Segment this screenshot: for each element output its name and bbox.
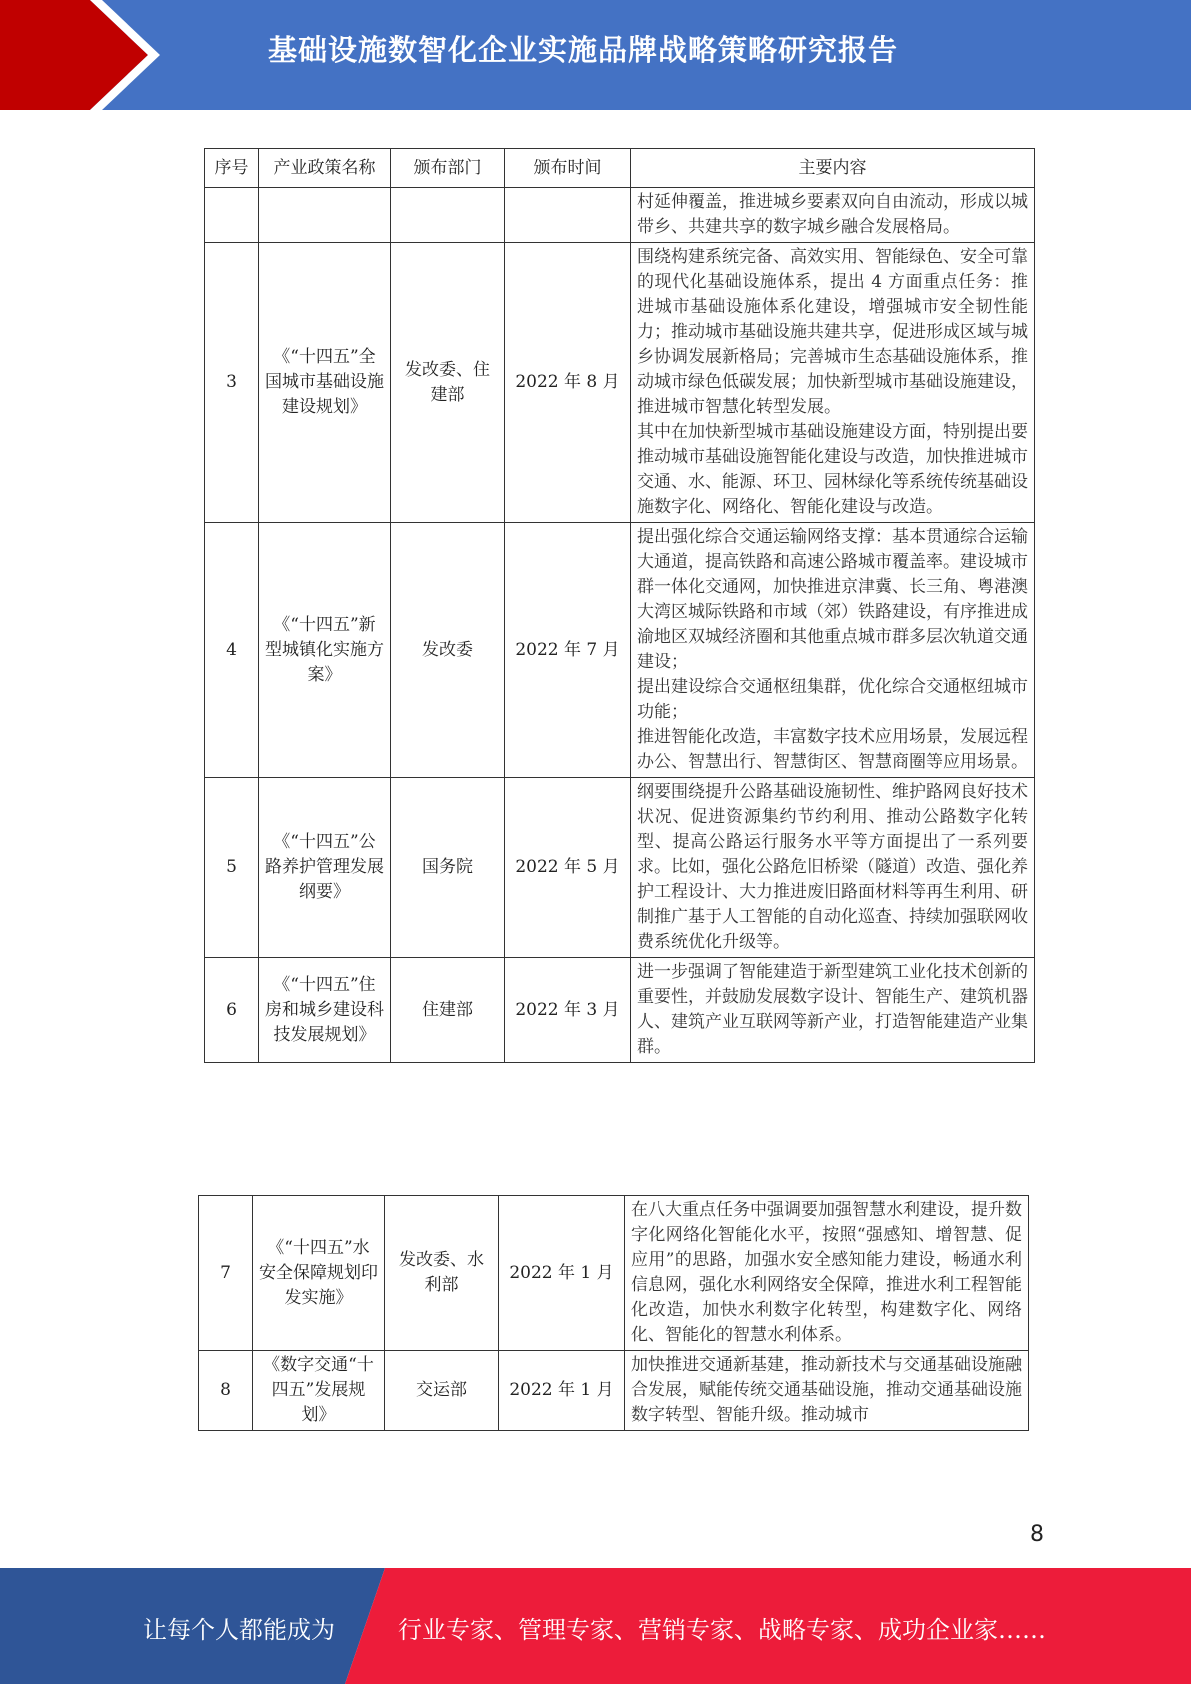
cell-date: 2022 年 7 月	[505, 523, 631, 778]
cell-no: 5	[205, 778, 259, 958]
cell-dept: 国务院	[391, 778, 505, 958]
cell-dept: 发改委	[391, 523, 505, 778]
content-paragraph: 村延伸覆盖，推进城乡要素双向自由流动，形成以城带乡、共建共享的数字城乡融合发展格局。	[637, 192, 1028, 237]
table-row	[205, 958, 1035, 1063]
page-number: 8	[1030, 1522, 1044, 1547]
footer-slogan-left: 让每个人都能成为	[143, 1616, 335, 1644]
cell-no: 7	[199, 1196, 253, 1351]
content-paragraph: 在八大重点任务中强调要加强智慧水利建设，提升数字化网络化智能化水平，按照“强感知、增智慧、促应用”的思路，加强水安全感知能力建设，畅通水利信息网，强化水利网络安全保障，推进水利工程智能化改造，加快水利数字化转型，构建数字化、网络化、智能化的智慧水利体系。	[631, 1200, 1022, 1345]
cell-no	[205, 188, 259, 243]
cell-content	[631, 243, 1035, 523]
col-header-content: 主要内容	[631, 149, 1035, 188]
cell-date: 2022 年 8 月	[505, 243, 631, 523]
cell-date	[505, 188, 631, 243]
cell-date: 2022 年 1 月	[499, 1196, 625, 1351]
cell-date: 2022 年 5 月	[505, 778, 631, 958]
cell-no: 6	[205, 958, 259, 1063]
content-paragraph: 围绕构建系统完备、高效实用、智能绿色、安全可靠的现代化基础设施体系，提出 4 方面重点任务：推进城市基础设施体系化建设，增强城市安全韧性能力；推动城市基础设施共建共享，促进形成区域与城乡协调发展新格局；完善城市生态基础设施体系，推动城市绿色低碳发展；加快新型城市基础设施建设，推进城市智慧化转型发展。	[637, 247, 1028, 417]
cell-no: 8	[199, 1351, 253, 1431]
col-header-dept: 颁布部门	[391, 149, 505, 188]
cell-name: 《“十四五”公路养护管理发展纲要》	[259, 778, 391, 958]
content-paragraph: 进一步强调了智能建造于新型建筑工业化技术创新的重要性，并鼓励发展数字设计、智能生产、建筑机器人、建筑产业互联网等新产业，打造智能建造产业集群。	[637, 962, 1028, 1057]
page-footer	[0, 1568, 1191, 1684]
policy-table-continued	[198, 1195, 1029, 1431]
table-row	[205, 188, 1035, 243]
cell-content	[625, 1351, 1029, 1431]
table-row	[205, 778, 1035, 958]
page-header	[0, 0, 1191, 110]
cell-name: 《“十四五”全国城市基础设施建设规划》	[259, 243, 391, 523]
cell-dept: 交运部	[385, 1351, 499, 1431]
cell-dept: 住建部	[391, 958, 505, 1063]
cell-name: 《数字交通“十四五”发展规划》	[253, 1351, 385, 1431]
cell-content	[631, 523, 1035, 778]
content-paragraph: 提出建设综合交通枢纽集群，优化综合交通枢纽城市功能；	[637, 677, 1028, 722]
col-header-date: 颁布时间	[505, 149, 631, 188]
cell-no: 3	[205, 243, 259, 523]
content-paragraph: 其中在加快新型城市基础设施建设方面，特别提出要推动城市基础设施智能化建设与改造，加快推进城市交通、水、能源、环卫、园林绿化等系统传统基础设施数字化、网络化、智能化建设与改造。	[637, 422, 1028, 517]
cell-content	[631, 958, 1035, 1063]
cell-name	[259, 188, 391, 243]
cell-content	[625, 1196, 1029, 1351]
table-row	[205, 243, 1035, 523]
cell-name: 《“十四五”住房和城乡建设科技发展规划》	[259, 958, 391, 1063]
content-paragraph: 加快推进交通新基建，推动新技术与交通基础设施融合发展，赋能传统交通基础设施，推动交通基础设施数字转型、智能升级。推动城市	[631, 1355, 1022, 1425]
cell-no: 4	[205, 523, 259, 778]
table-row	[199, 1351, 1029, 1431]
table-row	[205, 523, 1035, 778]
content-paragraph: 推进智能化改造，丰富数字技术应用场景，发展远程办公、智慧出行、智慧街区、智慧商圈等应用场景。	[637, 727, 1028, 772]
report-title: 基础设施数智化企业实施品牌战略策略研究报告	[268, 33, 899, 67]
policy-table	[204, 148, 1035, 1063]
cell-date: 2022 年 1 月	[499, 1351, 625, 1431]
cell-name: 《“十四五”新型城镇化实施方案》	[259, 523, 391, 778]
cell-name: 《“十四五”水安全保障规划印发实施》	[253, 1196, 385, 1351]
content-paragraph: 纲要围绕提升公路基础设施韧性、维护路网良好技术状况、促进资源集约节约利用、推动公路数字化转型、提高公路运行服务水平等方面提出了一系列要求。比如，强化公路危旧桥梁（隧道）改造、强化养护工程设计、大力推进废旧路面材料等再生利用、研制推广基于人工智能的自动化巡查、持续加强联网收费系统优化升级等。	[637, 782, 1028, 952]
cell-date: 2022 年 3 月	[505, 958, 631, 1063]
footer-slogan-right: 行业专家、管理专家、营销专家、战略专家、成功企业家……	[398, 1616, 1046, 1644]
cell-dept	[391, 188, 505, 243]
col-header-no: 序号	[205, 149, 259, 188]
cell-dept: 发改委、住建部	[391, 243, 505, 523]
table-row	[199, 1196, 1029, 1351]
cell-content	[631, 188, 1035, 243]
table-header-row	[205, 149, 1035, 188]
cell-content	[631, 778, 1035, 958]
col-header-name: 产业政策名称	[259, 149, 391, 188]
content-paragraph: 提出强化综合交通运输网络支撑：基本贯通综合运输大通道，提高铁路和高速公路城市覆盖率。建设城市群一体化交通网，加快推进京津冀、长三角、粤港澳大湾区城际铁路和市域（郊）铁路建设，有序推进成渝地区双城经济圈和其他重点城市群多层次轨道交通建设；	[637, 527, 1028, 672]
cell-dept: 发改委、水利部	[385, 1196, 499, 1351]
